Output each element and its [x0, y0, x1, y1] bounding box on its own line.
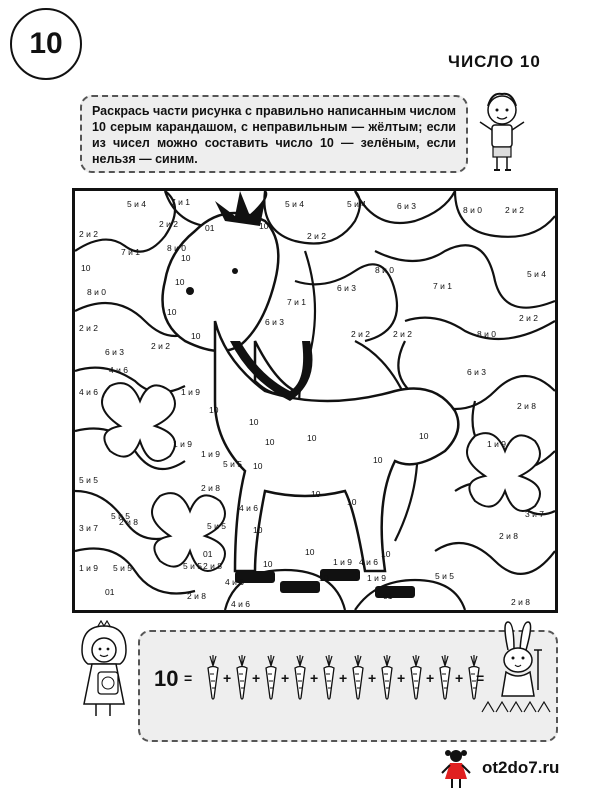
region-label: 10 — [381, 549, 391, 559]
region-label: 5 и 4 — [527, 269, 546, 279]
region-label: 4 и 6 — [225, 577, 244, 587]
region-label: 5 и 4 — [127, 199, 146, 209]
region-label: 10 — [175, 277, 185, 287]
site-logo-icon — [440, 748, 472, 790]
equation-total: 10 — [154, 666, 179, 691]
region-label: 10 — [311, 489, 321, 499]
region-label: 10 — [81, 263, 91, 273]
region-label: 4 и 6 — [79, 387, 98, 397]
region-label: 1 и 9 — [181, 387, 200, 397]
region-label: 5 и 5 — [111, 511, 130, 521]
region-label: 10 — [305, 547, 315, 557]
region-label: 1 и 9 — [173, 439, 192, 449]
region-label: 1 и 9 — [367, 573, 386, 583]
region-label: 8 и 0 — [87, 287, 106, 297]
region-label: 2 и 8 — [511, 597, 530, 607]
plus-sign: + — [426, 670, 435, 686]
region-label: 2 и 2 — [79, 229, 98, 239]
region-label: 7 и 1 — [171, 197, 190, 207]
region-label: 10 — [249, 417, 259, 427]
region-label: 5 и 5 — [113, 563, 132, 573]
region-label: 2 и 8 — [517, 401, 536, 411]
region-label: 01 — [205, 223, 215, 233]
plus-sign: + — [397, 670, 406, 686]
region-label: 10 — [373, 455, 383, 465]
region-label: 2 и 2 — [519, 313, 538, 323]
region-label: 4 и 6 — [239, 503, 258, 513]
carrot-icon — [378, 654, 396, 700]
page-number-badge — [10, 8, 82, 80]
region-label: 10 — [419, 431, 429, 441]
region-label: 2 и 2 — [79, 323, 98, 333]
region-label: 7 и 1 — [287, 297, 306, 307]
region-label: 2 и 8 — [201, 483, 220, 493]
region-label: 2 и 8 — [203, 561, 222, 571]
region-label: 1 и 9 — [487, 439, 506, 449]
region-label: 10 — [167, 307, 177, 317]
bunny-illustration — [478, 620, 558, 716]
region-label: 6 и 3 — [397, 201, 416, 211]
region-label: 10 — [181, 253, 191, 263]
region-label: 5 и 4 — [347, 199, 366, 209]
plus-sign: + — [339, 670, 348, 686]
puzzle-regions — [75, 191, 555, 610]
region-label: 10 — [191, 331, 201, 341]
plus-sign: + — [223, 670, 232, 686]
region-label: 5 и 5 — [79, 475, 98, 485]
region-label: 2 и 2 — [151, 341, 170, 351]
region-label: 5 и 5 — [207, 521, 226, 531]
page-number: 10 — [29, 27, 63, 60]
region-label: 4 и 6 — [231, 599, 250, 609]
region-label: 5 и 5 — [183, 561, 202, 571]
carrot-icon — [291, 654, 309, 700]
region-label: 8 и 0 — [167, 243, 186, 253]
region-label: 3 и 7 — [79, 523, 98, 533]
region-label: 2 и 2 — [159, 219, 178, 229]
region-label: 6 и 3 — [337, 283, 356, 293]
carrot-icon — [233, 654, 251, 700]
region-label: 8 и 0 — [477, 329, 496, 339]
region-label: 10 — [259, 221, 269, 231]
page-title: ЧИСЛО 10 — [448, 52, 541, 71]
region-label: 10 — [347, 497, 357, 507]
instruction-box — [80, 95, 468, 173]
region-label: 6 и 3 — [467, 367, 486, 377]
region-label: 2 и 2 — [307, 231, 326, 241]
region-label: 10 — [319, 573, 329, 583]
region-label: 10 — [253, 461, 263, 471]
instruction-text: Раскрась части рисунка с правильно написанным числом 10 серым карандашом, с неправильным — жёлтым; если из чисел можно составить число 10 — зелёным, если нельзя — синим. — [92, 104, 456, 166]
region-label: 01 — [105, 587, 115, 597]
region-label: 01 — [383, 591, 393, 601]
boy-illustration — [472, 88, 532, 173]
region-label: 5 и 5 — [223, 459, 242, 469]
region-label: 10 — [265, 437, 275, 447]
equals-sign: = — [184, 670, 193, 686]
region-label: 2 и 2 — [505, 205, 524, 215]
color-by-number-puzzle — [72, 188, 558, 613]
plus-sign: + — [455, 670, 464, 686]
region-label: 4 и 6 — [109, 365, 128, 375]
equals-sign-end: = — [476, 670, 485, 686]
carrot-icon — [407, 654, 425, 700]
region-label: 10 — [209, 405, 219, 415]
carrot-icon — [262, 654, 280, 700]
region-label: 10 — [263, 559, 273, 569]
carrot-icon — [436, 654, 454, 700]
region-label: 10 — [307, 433, 317, 443]
region-label: 7 и 1 — [121, 247, 140, 257]
carrot-icon — [204, 654, 222, 700]
region-label: 01 — [203, 549, 213, 559]
region-label: 8 и 0 — [375, 265, 394, 275]
region-label: 5 и 5 — [435, 571, 454, 581]
region-label: 2 и 8 — [119, 517, 138, 527]
region-label: 1 и 9 — [201, 449, 220, 459]
plus-sign: + — [281, 670, 290, 686]
region-label: 6 и 3 — [105, 347, 124, 357]
plus-sign: + — [368, 670, 377, 686]
region-label: 6 и 3 — [265, 317, 284, 327]
region-label: 10 — [253, 525, 263, 535]
region-label: 3 и 7 — [525, 509, 544, 519]
region-label: 8 и 0 — [463, 205, 482, 215]
region-label: 5 и 4 — [285, 199, 304, 209]
plus-sign: + — [310, 670, 319, 686]
carrot-icon — [320, 654, 338, 700]
region-label: 1 и 9 — [79, 563, 98, 573]
site-url: ot2do7.ru — [482, 758, 560, 777]
region-label: 2 и 8 — [499, 531, 518, 541]
region-label: 2 и 2 — [393, 329, 412, 339]
girl-illustration — [70, 620, 136, 720]
carrot-icon — [349, 654, 367, 700]
region-label: 2 и 2 — [351, 329, 370, 339]
region-label: 4 и 6 — [359, 557, 378, 567]
region-label: 7 и 1 — [433, 281, 452, 291]
region-label: 1 и 9 — [333, 557, 352, 567]
region-label: 2 и 8 — [187, 591, 206, 601]
plus-sign: + — [252, 670, 261, 686]
